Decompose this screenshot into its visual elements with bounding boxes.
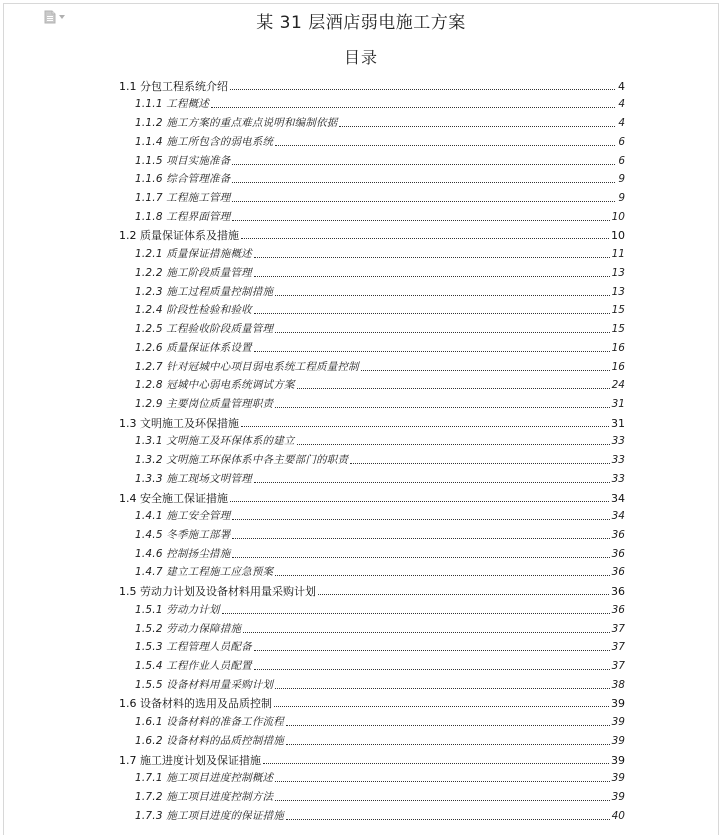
toc-page-number: 37 [611, 660, 625, 672]
toc-subsection-entry[interactable] [119, 505, 625, 524]
toc-subsection-entry[interactable] [119, 374, 625, 393]
toc-page-number: 36 [611, 547, 625, 560]
toc-leader-dots [318, 594, 609, 595]
toc-entry-label: 1.3.1 文明施工及环保体系的建立 [135, 435, 295, 448]
toc-subsection-entry[interactable] [119, 523, 625, 542]
toc-subsection-entry[interactable] [119, 111, 625, 130]
toc-leader-dots [254, 650, 610, 651]
toc-leader-dots [232, 220, 609, 221]
toc-page-number: 10 [611, 229, 625, 243]
toc-subsection-entry[interactable] [119, 448, 625, 467]
toc-subsection-entry[interactable] [119, 467, 625, 486]
toc-subsection-entry[interactable] [119, 242, 625, 261]
toc-page-number: 37 [611, 641, 625, 654]
toc-leader-dots [232, 182, 615, 183]
toc-page-number: 37 [611, 622, 625, 635]
toc-page-number: 16 [611, 360, 625, 373]
toc-page-number: 38 [611, 678, 625, 691]
toc-page-number: 39 [611, 772, 625, 785]
toc-page-number: 31 [611, 397, 625, 410]
toc-entry-label: 1.5.3 工程管理人员配备 [135, 641, 252, 654]
toc-leader-dots [211, 107, 615, 108]
toc-page-number: 33 [611, 435, 625, 448]
toc-entry-label: 1.2.2 施工阶段质量管理 [135, 266, 252, 279]
toc-leader-dots [275, 688, 609, 689]
toc-page-number: 40 [611, 809, 625, 822]
toc-subsection-entry[interactable] [119, 617, 625, 636]
toc-page-number: 39 [611, 734, 625, 747]
toc-entry-label: 1.3.3 施工现场文明管理 [135, 472, 252, 485]
toc-leader-dots [275, 295, 609, 296]
toc-entry-label: 1.1.1 工程概述 [135, 98, 210, 111]
toc-leader-dots [232, 557, 609, 558]
toc-section-entry[interactable] [119, 748, 625, 767]
toc-page-number: 34 [611, 491, 625, 505]
toc-leader-dots [241, 426, 609, 427]
toc-subsection-entry[interactable] [119, 130, 625, 149]
toc-subsection-entry[interactable] [119, 673, 625, 692]
toc-leader-dots [222, 613, 610, 614]
toc-entry-label: 1.7.2 施工项目进度控制方法 [135, 791, 274, 804]
toc-page-number: 4 [618, 98, 625, 111]
toc-subsection-entry[interactable] [119, 561, 625, 580]
toc-leader-dots [230, 89, 615, 90]
toc-leader-dots [263, 763, 609, 764]
toc-leader-dots [286, 725, 610, 726]
toc-page-number: 16 [611, 341, 625, 354]
toc-subsection-entry[interactable] [119, 785, 625, 804]
toc-entry-label: 1.4 安全施工保证措施 [119, 491, 228, 505]
toc-page-number: 6 [618, 154, 625, 167]
toc-section-entry[interactable] [119, 486, 625, 505]
toc-leader-dots [275, 407, 609, 408]
toc-subsection-entry[interactable] [119, 804, 625, 823]
toc-page-number: 31 [611, 416, 625, 430]
toc-leader-dots [232, 519, 609, 520]
toc-entry-label: 1.1 分包工程系统介绍 [119, 79, 228, 93]
toc-entry-label: 1.2.8 冠城中心弱电系统调试方案 [135, 379, 295, 392]
toc-leader-dots [230, 501, 609, 502]
toc-entry-label: 1.1.4 施工所包含的弱电系统 [135, 135, 274, 148]
toc-entry-label: 1.3.2 文明施工环保体系中各主要部门的职责 [135, 454, 349, 467]
toc-subsection-entry[interactable] [119, 542, 625, 561]
toc-entry-label: 1.5 劳动力计划及设备材料用量采购计划 [119, 585, 316, 599]
toc-subsection-entry[interactable] [119, 729, 625, 748]
toc-entry-label: 1.2.6 质量保证体系设置 [135, 341, 252, 354]
toc-page-number: 11 [611, 248, 625, 261]
toc-entry-label: 1.2.7 针对冠城中心项目弱电系统工程质量控制 [135, 360, 359, 373]
toc-page-number: 39 [611, 791, 625, 804]
toc-subsection-entry[interactable] [119, 355, 625, 374]
toc-page-number: 39 [611, 753, 625, 767]
toc-subsection-entry[interactable] [119, 280, 625, 299]
toc-entry-label: 1.2 质量保证体系及措施 [119, 229, 239, 243]
toc-page-number: 9 [618, 173, 625, 186]
toc-leader-dots [254, 257, 610, 258]
toc-subsection-entry[interactable] [119, 598, 625, 617]
toc-page-number: 39 [611, 697, 625, 711]
toc-heading: 目录 [343, 48, 378, 67]
toc-page-number: 15 [611, 323, 625, 336]
toc-entry-label: 1.5.5 设备材料用量采购计划 [135, 678, 274, 691]
toc-entry-label: 1.5.2 劳动力保障措施 [135, 622, 242, 635]
toc-leader-dots [254, 276, 610, 277]
toc-subsection-entry[interactable] [119, 168, 625, 187]
document-title: 某 31 层酒店弱电施工方案 [256, 13, 466, 33]
toc-entry-label: 1.1.8 工程界面管理 [135, 210, 231, 223]
toc-leader-dots [286, 819, 610, 820]
toc-entry-label: 1.2.9 主要岗位质量管理职责 [135, 397, 274, 410]
table-of-contents [119, 74, 625, 823]
toc-entry-label: 1.6.2 设备材料的品质控制措施 [135, 734, 284, 747]
toc-page-number: 10 [611, 210, 625, 223]
toc-section-entry[interactable] [119, 74, 625, 93]
toc-subsection-entry[interactable] [119, 767, 625, 786]
toc-entry-label: 1.4.6 控制扬尘措施 [135, 547, 231, 560]
toc-leader-dots [275, 781, 609, 782]
toc-subsection-entry[interactable] [119, 392, 625, 411]
toc-entry-label: 1.6.1 设备材料的准备工作流程 [135, 716, 284, 729]
toc-page-number: 24 [611, 379, 625, 392]
toc-section-entry[interactable] [119, 579, 625, 598]
toc-leader-dots [297, 388, 610, 389]
toc-page-number: 13 [611, 285, 625, 298]
toc-subsection-entry[interactable] [119, 317, 625, 336]
toc-section-entry[interactable] [119, 692, 625, 711]
toc-entry-label: 1.7.1 施工项目进度控制概述 [135, 772, 274, 785]
toc-section-entry[interactable] [119, 224, 625, 243]
toc-leader-dots [254, 313, 610, 314]
toc-leader-dots [254, 351, 610, 352]
toc-leader-dots [350, 463, 609, 464]
toc-page-number: 36 [611, 528, 625, 541]
toc-leader-dots [254, 669, 610, 670]
toc-leader-dots [232, 201, 615, 202]
toc-entry-label: 1.4.7 建立工程施工应急预案 [135, 566, 274, 579]
toc-entry-label: 1.1.2 施工方案的重点难点说明和编制依据 [135, 117, 338, 130]
toc-page-number: 36 [611, 566, 625, 579]
toc-leader-dots [275, 145, 615, 146]
toc-leader-dots [275, 575, 609, 576]
toc-page-number: 34 [611, 510, 625, 523]
toc-subsection-entry[interactable] [119, 186, 625, 205]
toc-subsection-entry[interactable] [119, 430, 625, 449]
toc-leader-dots [241, 238, 609, 239]
toc-leader-dots [275, 332, 609, 333]
toc-entry-label: 1.2.4 阶段性检验和验收 [135, 304, 252, 317]
toc-leader-dots [339, 126, 615, 127]
toc-entry-label: 1.1.6 综合管理准备 [135, 173, 231, 186]
toc-subsection-entry[interactable] [119, 261, 625, 280]
toc-leader-dots [232, 164, 615, 165]
toc-entry-label: 1.1.5 项目实施准备 [135, 154, 231, 167]
toc-subsection-entry[interactable] [119, 205, 625, 224]
toc-entry-label: 1.7.3 施工项目进度的保证措施 [135, 809, 284, 822]
toc-leader-dots [232, 538, 609, 539]
toc-leader-dots [286, 744, 610, 745]
toc-entry-label: 1.5.4 工程作业人员配置 [135, 660, 252, 672]
toc-leader-dots [243, 632, 609, 633]
toc-page-number: 4 [618, 79, 625, 93]
toc-page-number: 33 [611, 454, 625, 467]
toc-subsection-entry[interactable] [119, 710, 625, 729]
toc-entry-label: 1.3 文明施工及环保措施 [119, 416, 239, 430]
toc-entry-label: 1.1.7 工程施工管理 [135, 192, 231, 205]
toc-leader-dots [297, 444, 610, 445]
toc-page-number: 39 [611, 716, 625, 729]
toc-leader-dots [275, 800, 609, 801]
toc-page-number: 33 [611, 472, 625, 485]
toc-page-number: 6 [618, 135, 625, 148]
toc-subsection-entry[interactable] [119, 654, 625, 673]
toc-subsection-entry[interactable] [119, 636, 625, 655]
toc-entry-label: 1.5.1 劳动力计划 [135, 603, 220, 616]
toc-subsection-entry[interactable] [119, 93, 625, 112]
toc-page-number: 4 [618, 117, 625, 130]
toc-page-number: 36 [611, 585, 625, 599]
toc-leader-dots [274, 706, 609, 707]
toc-entry-label: 1.2.1 质量保证措施概述 [135, 248, 252, 261]
toc-leader-dots [254, 482, 610, 483]
toc-leader-dots [361, 370, 610, 371]
toc-subsection-entry[interactable] [119, 149, 625, 168]
toc-entry-label: 1.4.5 冬季施工部署 [135, 528, 231, 541]
toc-entry-label: 1.2.5 工程验收阶段质量管理 [135, 323, 274, 336]
toc-subsection-entry[interactable] [119, 299, 625, 318]
toc-entry-label: 1.7 施工进度计划及保证措施 [119, 753, 261, 767]
toc-entry-label: 1.6 设备材料的选用及品质控制 [119, 697, 272, 711]
toc-section-entry[interactable] [119, 411, 625, 430]
toc-page-number: 15 [611, 304, 625, 317]
toc-page-number: 9 [618, 192, 625, 205]
toc-entry-label: 1.2.3 施工过程质量控制措施 [135, 285, 274, 298]
toc-entry-label: 1.4.1 施工安全管理 [135, 510, 231, 523]
toc-page-number: 36 [611, 603, 625, 616]
toc-page-number: 13 [611, 266, 625, 279]
toc-subsection-entry[interactable] [119, 336, 625, 355]
